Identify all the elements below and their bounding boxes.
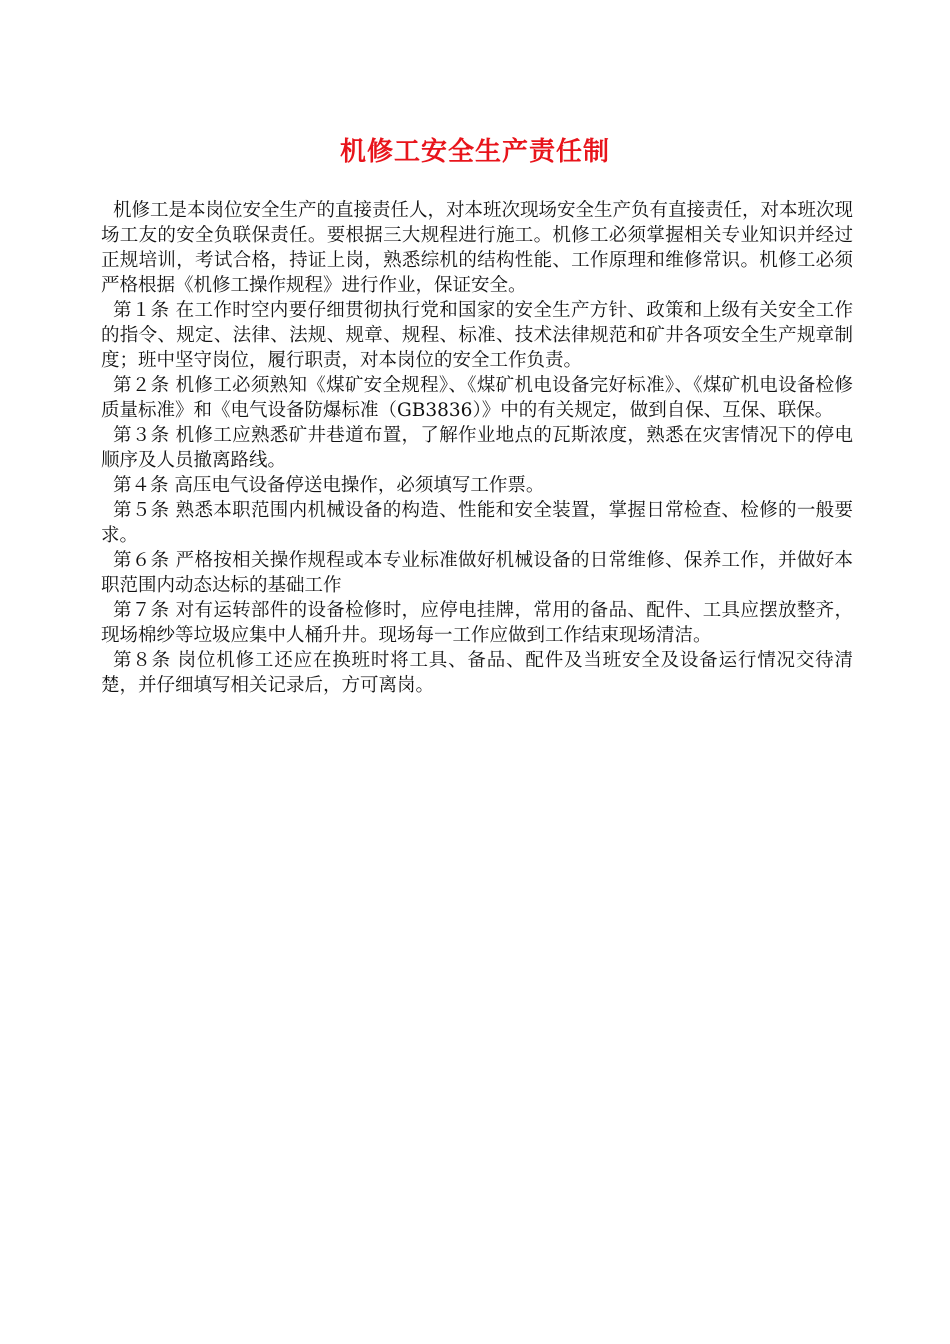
article-6: 第６条 严格按相关操作规程或本专业标准做好机械设备的日常维修、保养工作，并做好本职范围内动态达标的基础工作 (101, 550, 853, 596)
article-3: 第３条 机修工应熟悉矿井巷道布置，了解作业地点的瓦斯浓度，熟悉在灾害情况下的停电顺序及人员撤离路线。 (101, 425, 853, 471)
article-2: 第２条 机修工必须熟知《煤矿安全规程》、《煤矿机电设备完好标准》、《煤矿机电设备检修质量标准》和《电气设备防爆标准（GB3836）》中的有关规定，做到自保、互保、联保。 (101, 375, 853, 421)
article-5: 第５条 熟悉本职范围内机械设备的构造、性能和安全装置，掌握日常检查、检修的一般要求。 (101, 500, 853, 546)
article-4: 第４条 高压电气设备停送电操作，必须填写工作票。 (113, 475, 545, 496)
document-body (101, 198, 853, 698)
article-1: 第１条 在工作时空内要仔细贯彻执行党和国家的安全生产方针、政策和上级有关安全工作的指令、规定、法律、法规、规章、规程、标准、技术法律规范和矿井各项安全生产规章制度；班中坚守岗位，履行职责，对本岗位的安全工作负责。 (101, 300, 853, 371)
intro-paragraph: 机修工是本岗位安全生产的直接责任人，对本班次现场安全生产负有直接责任，对本班次现场工友的安全负联保责任。要根据三大规程进行施工。机修工必须掌握相关专业知识并经过正规培训，考试合格，持证上岗，熟悉综机的结构性能、工作原理和维修常识。机修工必须严格根据《机修工操作规程》进行作业，保证安全。 (101, 200, 854, 296)
article-7: 第７条 对有运转部件的设备检修时，应停电挂牌，常用的备品、配件、工具应摆放整齐，现场棉纱等垃圾应集中人桶升井。现场每一工作应做到工作结束现场清洁。 (101, 600, 853, 646)
article-8: 第８条 岗位机修工还应在换班时将工具、备品、配件及当班安全及设备运行情况交待清楚，并仔细填写相关记录后，方可离岗。 (101, 650, 853, 696)
document-title: 机修工安全生产责任制 (339, 137, 610, 167)
